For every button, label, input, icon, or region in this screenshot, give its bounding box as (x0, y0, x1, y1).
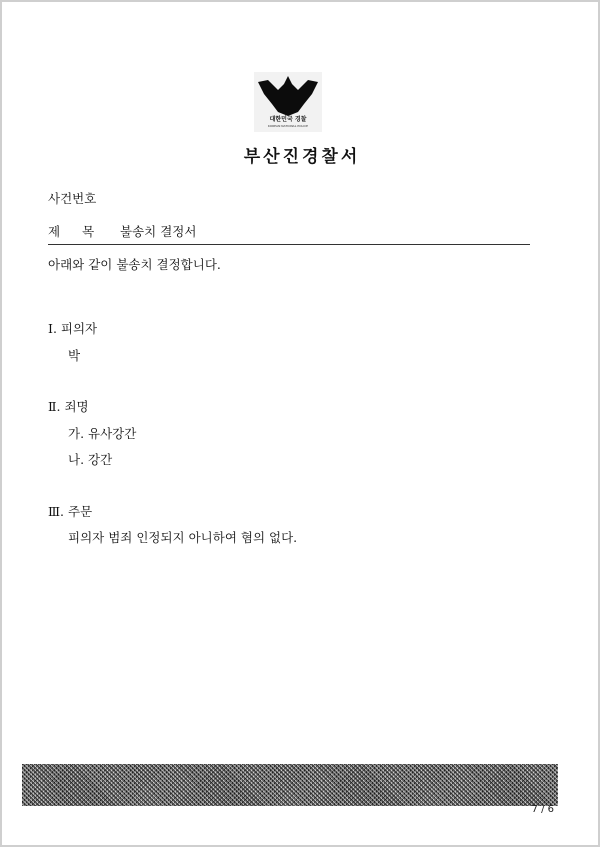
suspect-name: 박 (68, 348, 81, 363)
redacted-scan-band (22, 764, 558, 806)
subject-value: 불송치 결정서 (120, 224, 197, 239)
logo-text: 대한민국 경찰 (269, 116, 307, 123)
section-heading-disposition (48, 504, 92, 520)
section-heading-charge (48, 399, 89, 415)
case-number-label: 사건번호 (48, 191, 97, 206)
subject-label-second: 목 (82, 224, 95, 239)
charge-item: 나. 강간 (68, 452, 113, 467)
section-heading-suspect (48, 321, 97, 337)
section-heading: 죄명 (64, 399, 89, 414)
intro-text: 아래와 같이 불송치 결정합니다. (48, 257, 221, 272)
logo-subtext: KOREAN NATIONAL POLICE (267, 124, 309, 128)
disposition-text: 피의자 범죄 인정되지 아니하여 혐의 없다. (68, 530, 298, 545)
section-heading: 주문 (68, 504, 93, 519)
section-heading: 피의자 (60, 321, 98, 336)
subject-divider (48, 244, 530, 245)
subject-label-first: 제 (48, 224, 61, 239)
section-numeral: Ⅱ. (48, 399, 61, 414)
eagle-emblem-icon (254, 72, 322, 132)
police-emblem-logo (254, 72, 322, 132)
section-numeral: Ⅲ. (48, 504, 65, 519)
section-numeral: Ⅰ. (48, 321, 57, 336)
document-title: 부산진경찰서 (243, 147, 361, 167)
subject-row (48, 224, 94, 240)
charge-item: 가. 유사강간 (68, 426, 137, 441)
page-number: 7 / 6 (531, 804, 554, 815)
